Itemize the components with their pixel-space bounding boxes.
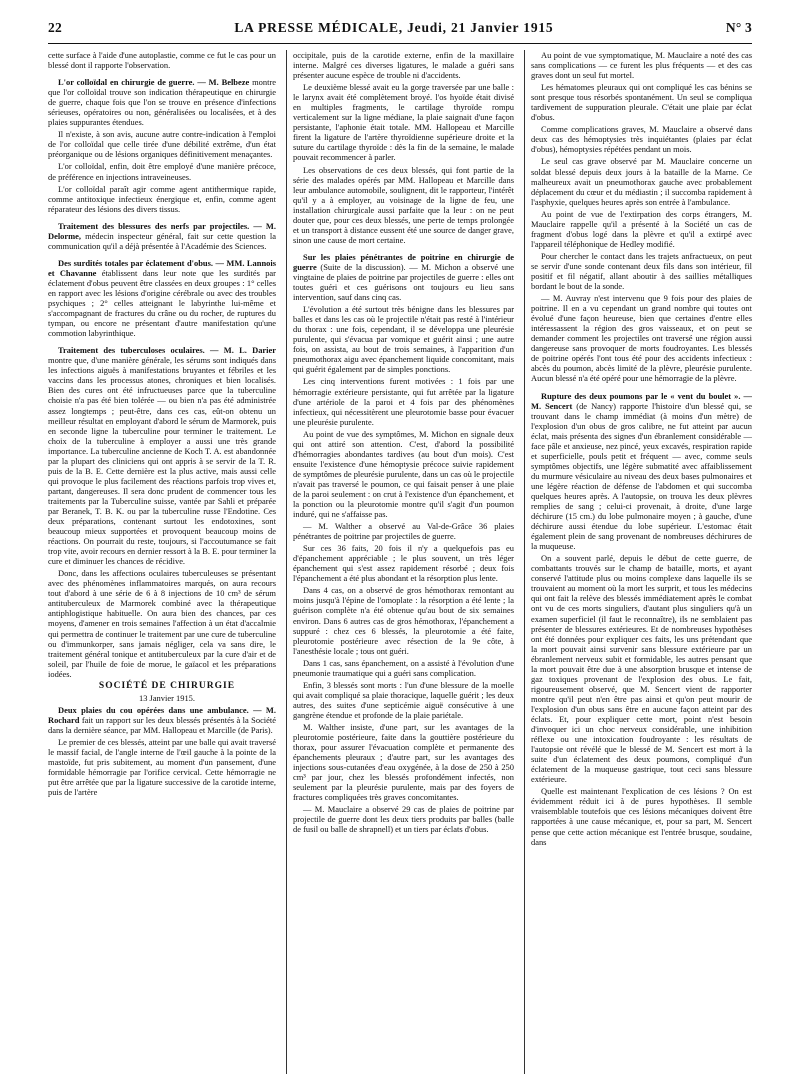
paragraph [48,258,276,338]
paragraph: Sur ces 36 faits, 20 fois il n'y a quelquefois pas eu d'épanchement appréciable ; le plus souvent, un très léger épanchement qui s'est assez rapidement résorbé ; deux fois l'épanchement a été plus abondant et la résorption plus lente. [293,543,514,584]
paragraph [293,252,514,302]
paragraph [48,77,276,127]
paragraph: cette surface à l'aide d'une autoplastie, comme ce fut le cas pour un blessé dont il rapporte l'observation. [48,50,276,71]
paragraph-heading: L'or colloïdal en chirurgie de guerre. — M. Belbeze [58,77,250,88]
paragraph-heading: Traitement des blessures des nerfs par projectiles. — M. Delorme, [48,220,276,241]
article-columns [48,50,752,1074]
paragraph [48,221,276,251]
paragraph: — M. Auvray n'est intervenu que 9 fois pour des plaies de poitrine. Il en a vu cependant un grand nombre qui toutes ont évolué d'une façon heureuse, bien que certaines d'entre elles intéressassent la région des gros vaisseaux, et on peut se demander comment les projectiles ont traversé une région aussi dangereuse sans provoquer de morts foudroyantes. Les blessés de poitrine opérés l'ont tous été pour des accidents infectieux : abcès du poumon, abcès limité de la plèvre, pleurésie purulente. Aucun blessé n'a été opéré pour une hémorragie de la plèvre. [531,293,752,384]
paragraph-heading: Des surdités totales par éclatement d'obus. — MM. Lannois et Chavanne [48,257,276,278]
paragraph: L'or colloïdal, enfin, doit être employé d'une manière précoce, de préférence en injections intraveineuses. [48,161,276,182]
column-3 [524,50,752,1074]
page-header [48,20,752,42]
paragraph-text: (Suite de la discussion). — M. Michon a observé une vingtaine de plaies de poitrine par projectiles de guerre : elles ont toutes guéri et ces guérisons ont toujours eu lieu sans intervention, sauf dans cinq cas. [293,261,514,303]
paragraph: — M. Walther a observé au Val-de-Grâce 36 plaies pénétrantes de poitrine par projectiles de guerre. [293,521,514,542]
paragraph: Au point de vue symptomatique, M. Mauclaire a noté des cas sans complications — ce furent les plus fréquents — et des cas graves dont un seul fut mortel. [531,50,752,81]
paragraph: Pour chercher le contact dans les trajets anfractueux, on peut se servir d'une sonde contenant deux fils dans son intérieur, fil positif et fil négatif, allant aboutir à des saillies métalliques bordant le bout de la sonde. [531,250,752,292]
paragraph-text: fait un rapport sur les deux blessés présentés à la Société dans la dernière séance, par MM. Hallopeau et Marcille (de Paris). [48,714,276,735]
paragraph: Au point de vue de l'extirpation des corps étrangers, M. Mauclaire rappelle qu'il a présenté à la Société un cas de fragment d'obus logé dans la plèvre et qu'il a extirpé avec l'appareil téléphonique de Hedley modifié. [531,208,752,249]
paragraph: Comme complications graves, M. Mauclaire a observé dans deux cas des hémoptysies très inquiétantes (plaies par éclat d'obus), hémoptysies répétées pendant un mois. [531,124,752,155]
issue-number: N° 3 [725,20,752,35]
paragraph-text: établissent dans leur note que les surdités par éclatement d'obus peuvent être classées en deux groupes : 1° celles en rapport avec les lésions d'origine cérébrale ou avec des troubles psychiques ; 2° celles atteignant le labyrinthe lui-même et s'accompagnant de fractures du crâne ou du rocher, de ruptures du tympan, ou encore ne présentant d'autre manifestation qu'une commotion labyrinthique. [48,267,276,339]
paragraph-text: médecin inspecteur général, fait sur cette question la communication qu'il a déjà présentée à l'Académie des Sciences. [48,230,276,251]
column-1 [48,50,276,1074]
header-rule [48,43,752,44]
paragraph: Donc, dans les affections oculaires tuberculeuses se présentant avec des phénomènes inflammatoires marqués, on aura recours tout d'abord à une série de 6 à 8 injections de 10 cm³ de sérum antituberculeux de Marmorek combiné avec la thérapeutique antiphlogistique habituelle. On aura bien des chances, par ces moyens, d'amener en trois semaines l'affection à un état d'accalmie qui permettra de continuer le traitement par une cure de tuberculine ou d'immunkorper, sans jamais négliger, cela va sans dire, le traitement général tonique et antituberculeux par la cure d'air et de soleil, par l'huile de foie de morue, le gaïacol et les préparations iodées. [48,568,276,679]
paragraph: Les observations de ces deux blessés, qui font partie de la série des malades opérés par MM. Hallopeau et Marcille dans leur ambulance automobile, soulignent, dit le rapporteur, l'intérêt qu'il y a à employer, au voisinage de la ligne de feu, une installation chirurgicale aussi parfaite que la leur : on ne peut douter que, pour ces deux blessés, une perte de temps prolongée et un transport à distance eussent été une source de danger grave, sinon une cause de mort certaine. [293,164,514,245]
page-number: 22 [48,20,62,35]
paragraph: L'or colloïdal paraît agir comme agent antithermique rapide, comme antitoxique infectieux énergique et, enfin, comme agent réparateur des lésions des divers tissus. [48,183,276,214]
paragraph-text: montre que, d'une manière générale, les sérums sont indiqués dans les infections aiguës à manifestations bruyantes et fébriles et les vaccins dans les processus atones, chroniques et bien localisés. Bien des cures ont été infructueuses parce que la tuberculine choisie n'a pas été bien tolérée — ou bien n'a pas été administrée assez longtemps ; peut-être, dans ces cas, eût-on obtenu un meilleur résultat en employant d'abord le sérum de Marmorek, puis en seconde ligne la tuberculine pour terminer le traitement. Le choix de la tuberculine à employer a aussi une très grande importance. La tuberculine ancienne de Koch T. A. est abandonnée par la plupart des cliniciens qui ont appris à se servir de la T. R. puis de la B. E. Cette dernière est la plus active, mais aussi celle qui provoque le plus facilement des réactions parfois trop vives et, partant, dangereuses. Il sera donc prudent de commencer tous les traitements par la Tuberculine suisse, vantée par Sahli et préparée par Beranek, T. B. K. ou par la tuberculine russe l'Endotine. Ces deux préparations, contenant surtout les endotoxines, sont beaucoup mieux supportées et provoquent beaucoup moins de réactions. On pourrait du reste, toujours, si l'accoutumance se fait trop vite, avoir recours en dernier ressort à la B. E. pour terminer la cure et diminuer les chances de récidive. [48,355,276,567]
paragraph: Le premier de ces blessés, atteint par une balle qui avait traversé le massif facial, de l'angle interne de l'œil gauche à la pointe de la mastoïde, fut pris subitement, au moment d'un pansement, d'une formidable hémorragie par l'orifice cervical. Cette hémorragie ne put être arrêtée que par la ligature successive de la carotide interne, puis de l'artère [48,737,276,798]
paragraph-heading: Rupture des deux poumons par le « vent du boulet ». — M. Sencert [531,390,752,411]
section-title: SOCIÉTÉ DE CHIRURGIE [98,680,236,691]
paragraph: L'évolution a été surtout très bénigne dans les blessures par balles et dans les cas où le projectile n'était pas resté à l'intérieur du thorax : une fois, cependant, il se développa une pleurésie purulente, qui s'évacua par vomique et guérit ainsi ; une autre fois, on assista, au bout de trois semaines, à l'apparition d'un pneumothorax aigu avec épanchement liquide concomitant, mais qui guérit également par de simples ponctions. [293,304,514,375]
paragraph: Dans 4 cas, on a observé de gros hémothorax remontant au moins jusqu'à l'épine de l'omoplate : la résorption a été lente ; la guérison complète n'a été obtenue qu'au bout de six semaines environ. Dans 6 autres cas de gros hémothorax, l'épanchement a suppuré : chez ces 6 blessés, la pleurotomie a été faite, pleurotomie postérieure avec résection de la 9e côte, à l'anesthésie locale ; tous ont guéri. [293,585,514,656]
paragraph: Il n'existe, à son avis, aucune autre contre-indication à l'emploi de l'or colloïdal que celle tirée d'une débilité extrême, d'un état préorganique ou de lésions organiques définitivement menaçantes. [48,129,276,160]
paragraph: M. Walther insiste, d'une part, sur les avantages de la pleurotomie postérieure, faite dans la gouttière postérieure du thorax, pour assurer l'évacuation complète et permanente des épanchements pleuraux ; d'autre part, sur les avantages des injections sous-cutanées d'eau oxygénée, à la dose de 250 à 250 cm³ par jour, chez les blessés profondément infectés, non seulement par la pleurésie purulente, mais par des foyers de fractures compliquées très graves concomitantes. [293,722,514,803]
paragraph: Au point de vue des symptômes, M. Michon en signale deux qui ont attiré son attention. C'est, d'abord la possibilité d'hémorragies abondantes tardives (au bout d'un mois). C'est ensuite l'existence d'une hémoptysie précoce suivie rapidement de symptômes de pleurésie purulente, dans un cas où le projectile n'avait pas traversé le poumon, ce qui faisait penser à une plaie de la paroi seulement : on crut à l'existence d'un épanchement, et la ponction ou la pleurotomie montre qu'il s'agit d'un poumon induré, qui ne s'affaisse pas. [293,428,514,520]
paragraph: — M. Mauclaire a observé 29 cas de plaies de poitrine par projectile de guerre dont les deux tiers produits par balles (balle de fusil ou balle de shrapnell) et un tiers par éclats d'obus. [293,804,514,835]
section-date: 13 Janvier 1915. [138,692,195,703]
paragraph-heading: Traitement des tuberculoses oculaires. — M. L. Darier [58,345,276,356]
paragraph-heading: Deux plaies du cou opérées dans une ambulance. — M. Rochard [48,704,276,725]
paragraph-heading: Sur les plaies pénétrantes de poitrine en chirurgie de guerre [293,251,514,272]
paragraph: Dans 1 cas, sans épanchement, on a assisté à l'évolution d'une pneumonie traumatique qui a guéri sans complication. [293,657,514,678]
paragraph: occipitale, puis de la carotide externe, enfin de la maxillaire interne. Malgré ces diverses ligatures, le malade a guéri sans présenter aucune espèce de trouble ni d'accidents. [293,50,514,81]
journal-title: LA PRESSE MÉDICALE, Jeudi, 21 Janvier 1915 [234,20,554,35]
paragraph-text: montre que l'or colloïdal trouve son indication thérapeutique en chirurgie de guerre, chaque fois que l'on se trouve en présence d'infections sérieuses, opératoires ou non, généralisées ou localisées, et à des plaies suppurantes étendues. [48,77,276,128]
paragraph: Les hématomes pleuraux qui ont compliqué les cas bénins se sont presque tous résorbés spontanément. Un seul se compliqua tardivement de suppuration pleurale. C'était une plaie par éclat d'obus. [531,82,752,123]
paragraph-text: (de Nancy) rapporte l'histoire d'un blessé qui, se trouvant dans le champ immédiat (à moins d'un mètre) de l'explosion d'un obus de gros calibre, ne fut atteint par aucun éclat, mais présenta des signes d'un ébranlement considérable — face pâle et anxieuse, nez pincé, yeux excavés, respiration rapide et superficielle, pouls petit et fréquent — avec, comme seuls symptômes objectifs, une légère submatité avec affaiblissement du murmure vésiculaire au niveau des deux bases pulmonaires et une légère réaction de défense de l'abdomen et qui succomba quelques heures après. A l'autopsie, on trouva les deux plèvres remplies de sang ; celui-ci provenait, à droite, d'une large déchirure (15 cm.) du lobe pulmonaire moyen ; à gauche, d'une déchirure aussi étendue du lobe supérieur. L'estomac était également plein de sang provenant de nombreuses déchirures de la muqueuse. [531,400,752,552]
paragraph: Enfin, 3 blessés sont morts : l'un d'une blessure de la moelle qui avait compliqué sa plaie thoracique, laquelle guérit ; les deux autres, des suites d'une septicémie aiguë consécutive à une gangrène étendue et profonde de la plaie pariétale. [293,679,514,720]
paragraph: Le seul cas grave observé par M. Mauclaire concerne un soldat blessé depuis deux jours à la bataille de la Marne. Ce malheureux avait un pneumothorax gauche avec probablement déplacement du cœur et du médiastin ; il succomba rapidement à l'asphyxie, quelques heures après son entrée à l'ambulance. [531,156,752,207]
paragraph [48,345,276,566]
column-2 [286,50,514,1074]
paragraph: Les cinq interventions furent motivées : 1 fois par une hémorragie extérieure persistante, qui fut arrêtée par la ligature d'une artériole de la paroi et 4 fois par des phénomènes infectieux, qui nécessitèrent une pleurotomie basse pour évacuer une pleurésie purulente. [293,376,514,427]
paragraph: Quelle est maintenant l'explication de ces lésions ? On est évidemment réduit ici à de pures hypothèses. Il semble vraisemblable toutefois que ces lésions mécaniques doivent être rapportées à une cause mécanique, et, pour sa part, M. Sencert pense que cette action mécanique est l'entrée brusque, soudaine, dans [531,786,752,847]
paragraph [48,705,276,735]
paragraph [531,391,752,552]
paragraph: Le deuxième blessé avait eu la gorge traversée par une balle : le larynx avait été complètement broyé. l'os hyoïde était divisé en multiples fragments, le cartilage thyroïde rompu verticalement sur la ligne médiane, la plaie saignait d'une façon persistante, l'aphonie était totale. MM. Hallopeau et Marcille firent la ligature de l'artère thyroïdienne supérieure droite et la suture du cartilage thyroïde : dès la fin de la semaine, le malade pouvait recommencer à parler. [293,82,514,163]
paragraph: On a souvent parlé, depuis le début de cette guerre, de combattants trouvés sur le champ de bataille, morts, et ayant conservé l'attitude plus ou moins complexe dans laquelle ils se trouvaient au moment où la mort les surprit, et tous les médecins qui ont fait la relève des blessés immédiatement après le combat ont vu de ces morts singuliers, d'autant plus singuliers qu'à un examen superficiel (il faut le reconnaître), ils ne semblaient pas présenter de blessures extérieures. Et de nombreuses hypothèses ont été données pour expliquer ces faits, les uns prétendant que la mort pouvait ainsi survenir sans blessure extérieure par un ébranlement nerveux subit et formidable, les autres pensant que la mort pouvait être due à une absorption brusque et intense de gaz toxiques provenant de l'explosion des obus. Le fait, rigoureusement observé, que M. Sencert vient de rapporter montre qu'il peut n'en être pas ainsi et qu'on peut mourir de l'explosion d'un obus sans être en aucune façon atteint par des éclats. Et, pour expliquer cette mort, point n'est besoin d'invoquer ici un choc nerveux considérable, une inhibition réflexe ou une intoxication foudroyante : les résultats de l'autopsie ont révélé que le blessé de M. Sencert est mort à la suite d'un éclatement des deux poumons, compliqué d'un éclatement de la muqueuse gastrique, tout ceci sans blessure extérieure. [531,553,752,785]
